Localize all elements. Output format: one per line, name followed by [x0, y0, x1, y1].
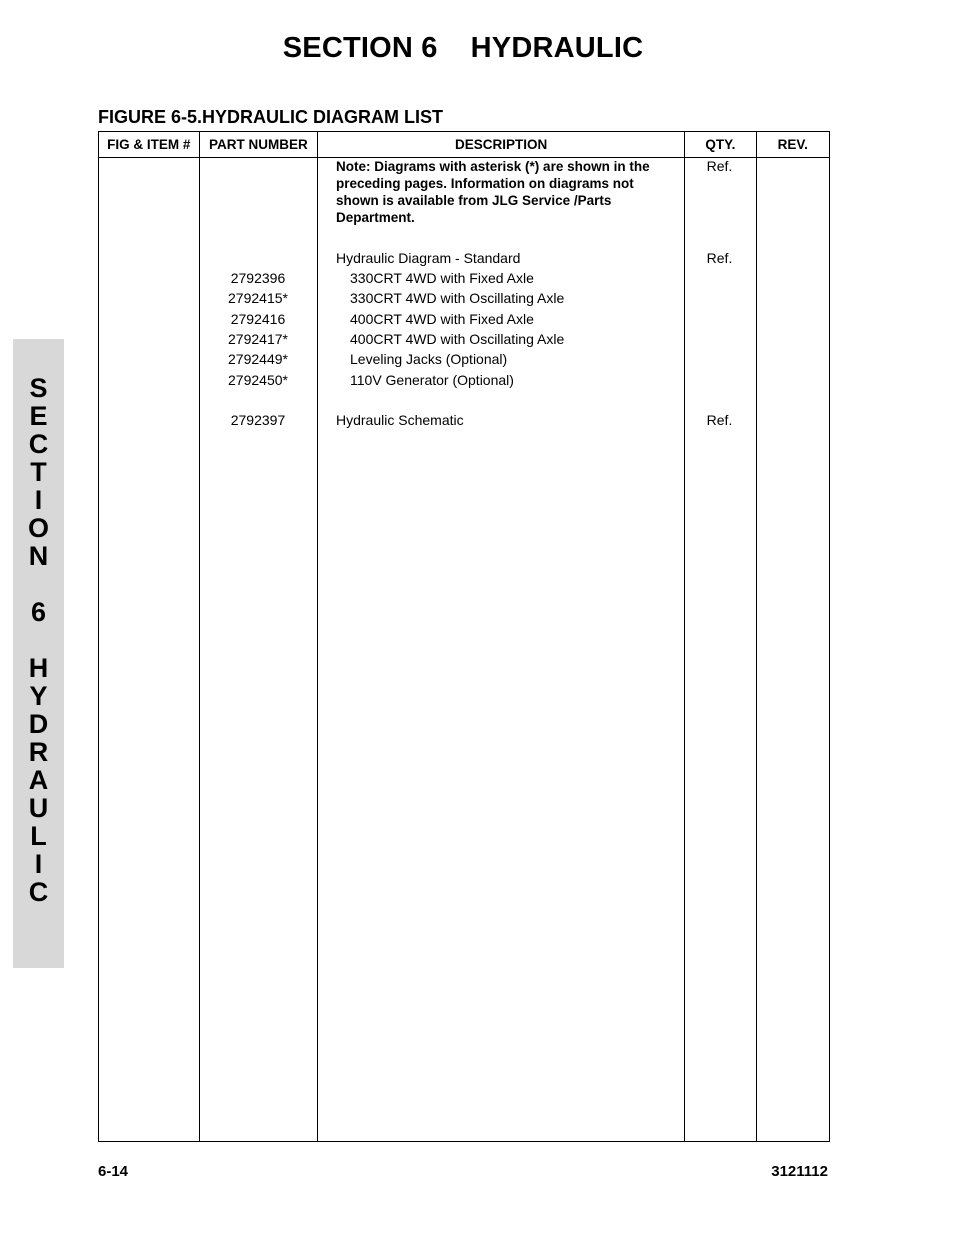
note-qty: Ref. — [706, 158, 733, 174]
section-side-tab — [13, 339, 64, 968]
list-item-description: 110V Generator (Optional) — [350, 372, 514, 388]
list-item-description: 400CRT 4WD with Oscillating Axle — [350, 331, 565, 347]
header-fig-item: FIG & ITEM # — [99, 132, 200, 158]
list-item-description: 400CRT 4WD with Fixed Axle — [350, 311, 534, 327]
list-item-part-number: 2792450* — [228, 372, 288, 388]
list-item-part-number: 2792397 — [230, 412, 286, 428]
list-item-description: Leveling Jacks (Optional) — [350, 351, 508, 367]
page-number: 6-14 — [98, 1163, 129, 1180]
list-item-description: 330CRT 4WD with Fixed Axle — [350, 270, 534, 286]
diagram-note: Note: Diagrams with asterisk (*) are shown in the preceding pages. Information on diagrams not shown is available from JLG Service /Parts Department. — [336, 159, 650, 225]
qty-column — [685, 158, 756, 1142]
list-item-part-number: 2792417* — [228, 331, 288, 347]
header-qty: QTY. — [685, 132, 756, 158]
table-header-row — [99, 132, 830, 158]
rev-column — [756, 158, 829, 1142]
list-item-part-number: 2792416 — [230, 311, 286, 327]
list-item-qty: Ref. — [706, 250, 733, 266]
fig-column — [99, 158, 200, 1142]
list-item-description: 330CRT 4WD with Oscillating Axle — [350, 290, 565, 306]
list-item-part-number: 2792415* — [228, 290, 288, 306]
list-item-description: Hydraulic Schematic — [336, 412, 464, 428]
header-part-number: PART NUMBER — [199, 132, 318, 158]
list-item-qty: Ref. — [706, 412, 733, 428]
section-title: SECTION 6 HYDRAULIC — [282, 32, 644, 64]
list-item-part-number: 2792396 — [230, 270, 286, 286]
list-item-description: Hydraulic Diagram - Standard — [336, 250, 521, 266]
figure-title: FIGURE 6-5.HYDRAULIC DIAGRAM LIST — [98, 107, 444, 127]
header-description: DESCRIPTION — [318, 132, 685, 158]
document-number: 3121112 — [771, 1163, 828, 1180]
side-tab-label: S E C T I O N 6 H Y D R A U L I C — [27, 373, 49, 907]
list-item-part-number: 2792449* — [228, 351, 288, 367]
header-rev: REV. — [756, 132, 829, 158]
